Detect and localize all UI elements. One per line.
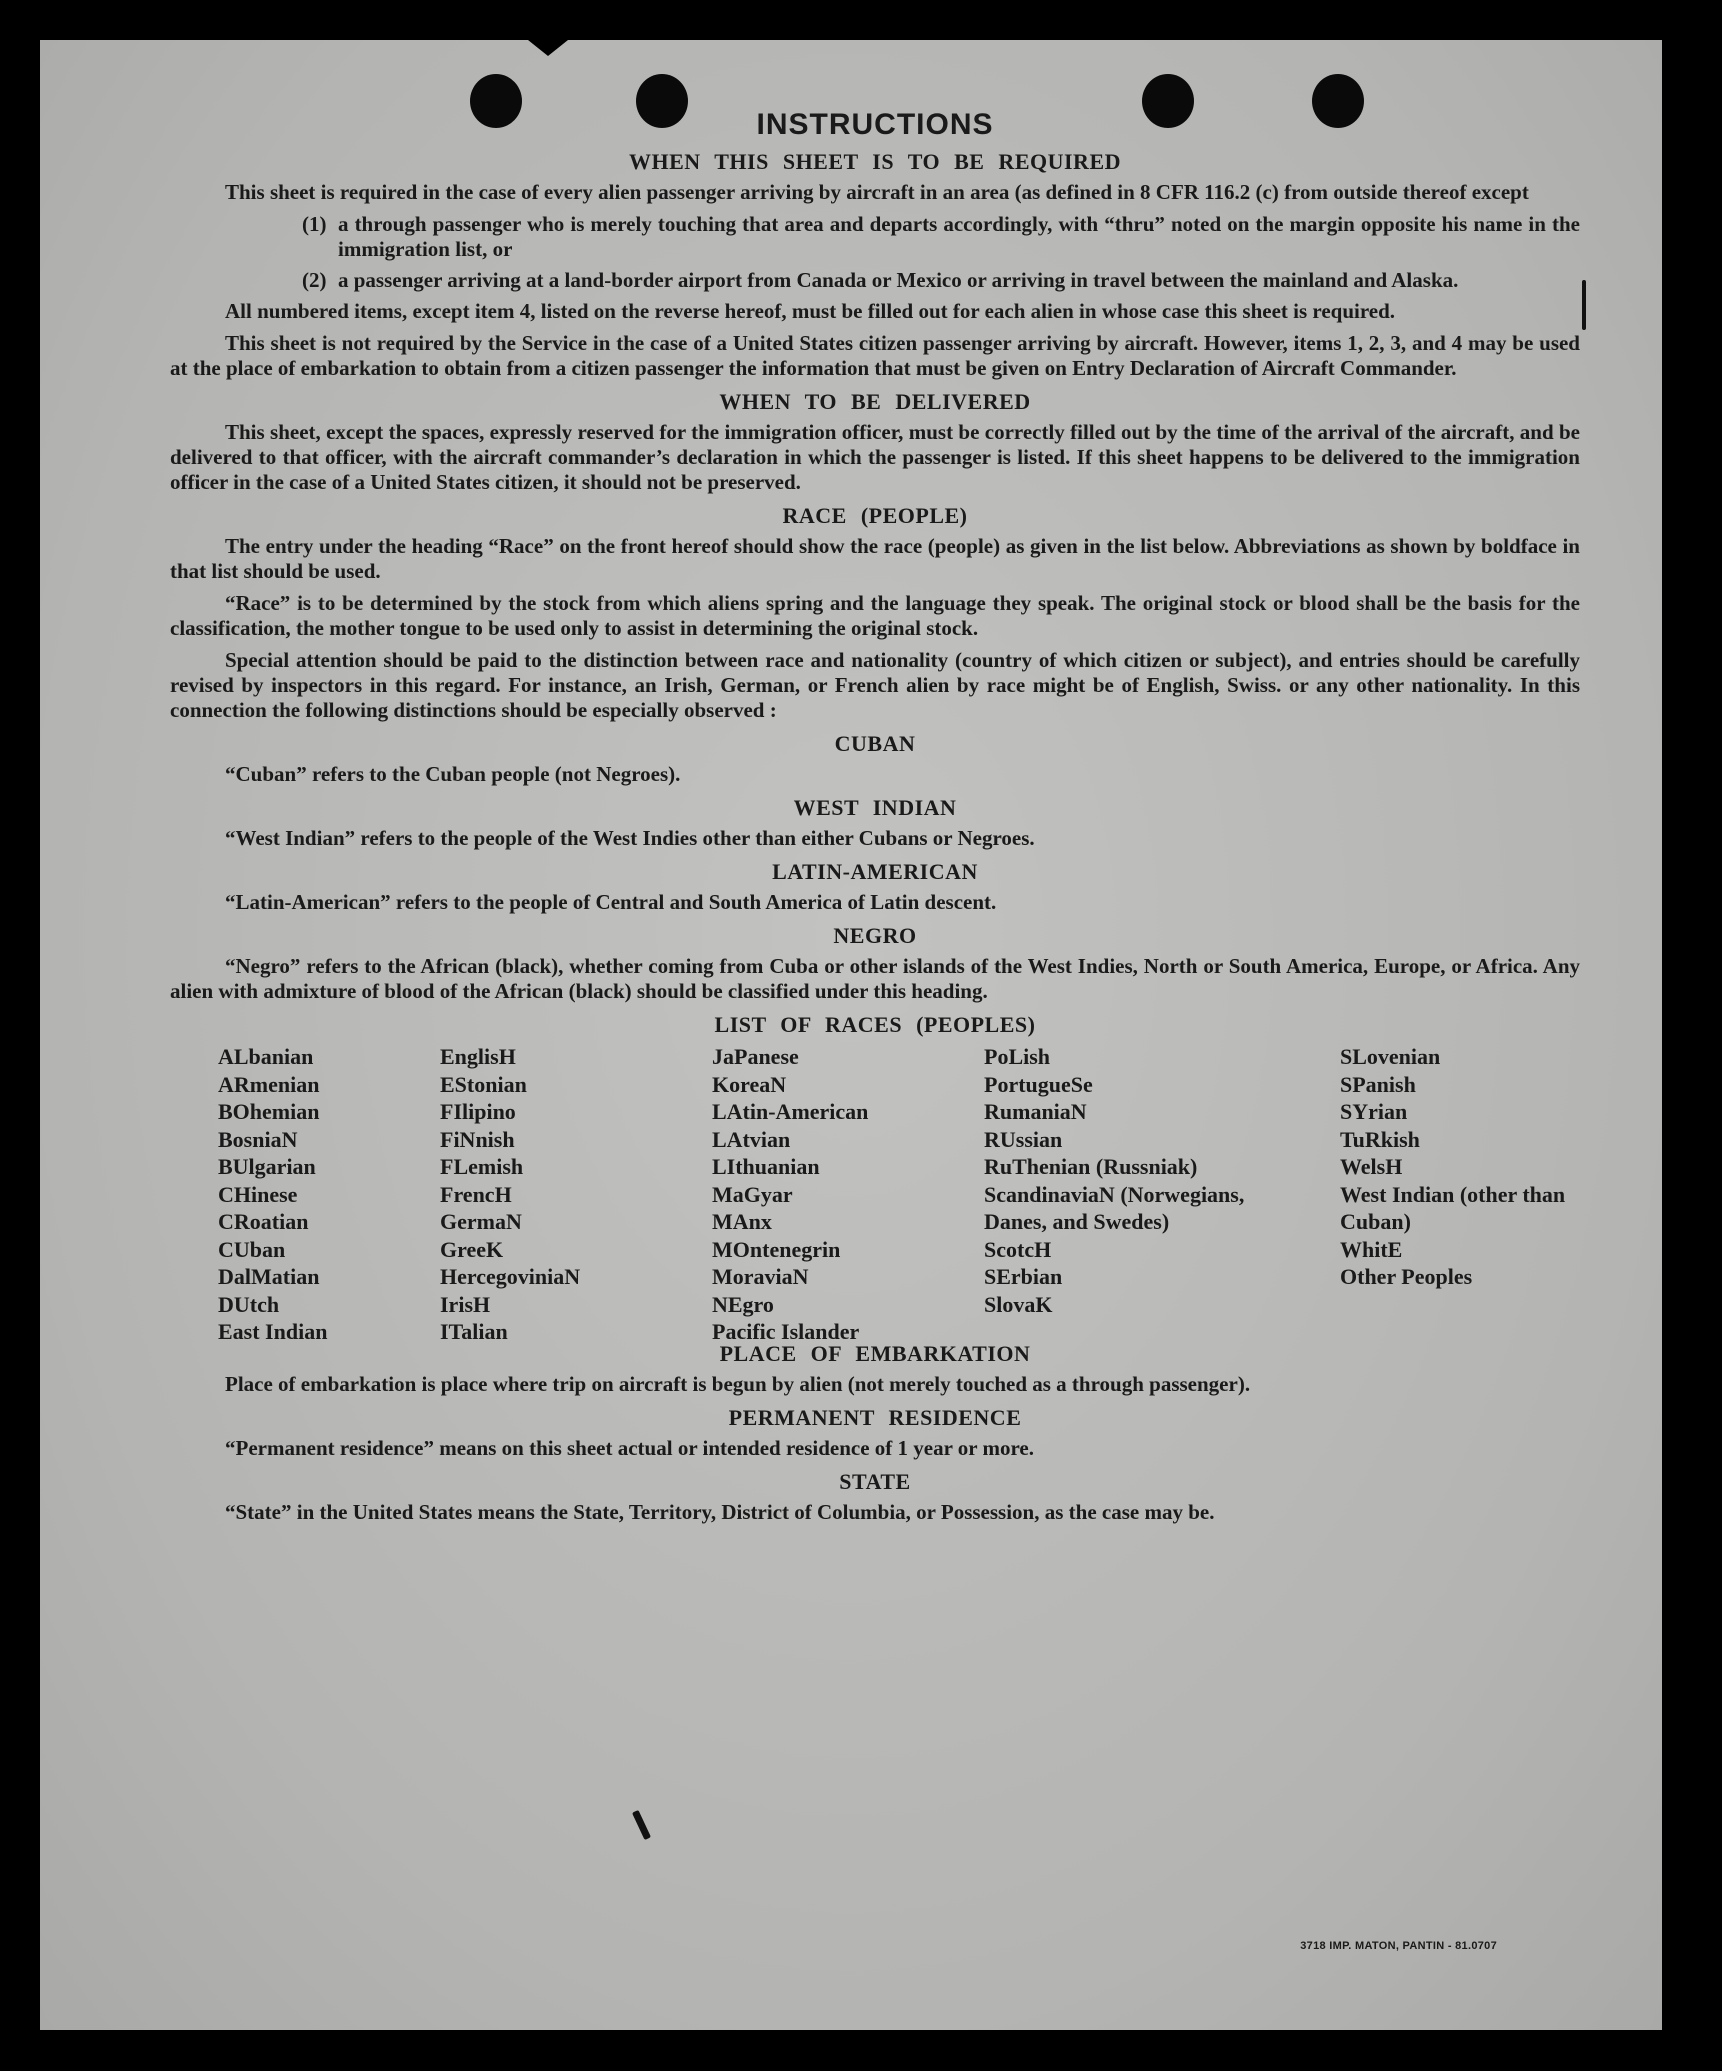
pen-mark: [1582, 280, 1586, 330]
race-entry: BOhemian: [218, 1099, 320, 1124]
race-entry: ITalian: [440, 1319, 508, 1344]
races-column-3: [712, 1043, 952, 1346]
race-entry: BUlgarian: [218, 1154, 316, 1179]
race-entry: MaGyar: [712, 1181, 793, 1207]
section-heading-state: STATE: [839, 1469, 911, 1494]
race-entry: SPanish: [1340, 1071, 1416, 1097]
race-entry: DalMatian: [218, 1264, 320, 1289]
paragraph: “Latin-American” refers to the people of Central and South America of Latin descent.: [225, 890, 997, 914]
race-entry: HercegoviniaN: [440, 1264, 581, 1289]
race-entry: CRoatian: [218, 1209, 309, 1234]
race-entry: JaPanese: [712, 1044, 799, 1069]
race-entry: FiNnish: [440, 1126, 515, 1152]
race-entry: BosniaN: [218, 1126, 298, 1152]
race-entry: CUban: [218, 1236, 286, 1262]
paragraph: “Race” is to be determined by the stock from which aliens spring and the language they speak. The original stock or blood shall be the basis for the classification, the mother tongue to be used only to assist in determining the original stock.: [170, 591, 1580, 640]
race-entry: ScotcH: [984, 1236, 1052, 1262]
race-entry: IrisH: [440, 1291, 491, 1317]
paragraph: “Negro” refers to the African (black), whether coming from Cuba or other islands of the West Indies, North or South America, Europe, or Africa. Any alien with admixture of blood of the African (black) should be classified under this heading.: [170, 954, 1580, 1003]
section-heading-west-indian: WEST INDIAN: [793, 795, 957, 820]
race-entry: RumaniaN: [984, 1099, 1087, 1124]
printer-imprint: 3718 IMP. MATON, PANTIN - 81.0707: [1300, 1940, 1497, 1952]
race-entry: TuRkish: [1340, 1126, 1420, 1152]
race-entry: ScandinaviaN (Norwegians, Danes, and Swedes): [984, 1181, 1245, 1234]
paragraph: Special attention should be paid to the distinction between race and nationality (country of which citizen or subject), and entries should be carefully revised by inspectors in this regard. For instance, an Irish, German, or French alien by race might be of English, Swiss. or any other nationality. In this connection the following distinctions should be especially observed :: [170, 648, 1580, 722]
race-entry: EnglisH: [440, 1044, 516, 1069]
race-entry: ARmenian: [218, 1071, 320, 1097]
item-text: a passenger arriving at a land-border airport from Canada or Mexico or arriving in travel between the mainland and Alaska.: [338, 268, 1459, 292]
race-entry: East Indian: [218, 1319, 328, 1344]
document-sheet: [40, 40, 1662, 2030]
race-entry: FrencH: [440, 1181, 512, 1207]
race-entry: LAtvian: [712, 1126, 791, 1152]
race-entry: EStonian: [440, 1071, 527, 1097]
section-heading-delivered: WHEN TO BE DELIVERED: [719, 389, 1031, 414]
section-heading-cuban: CUBAN: [834, 731, 916, 756]
race-entry: SYrian: [1340, 1099, 1408, 1124]
race-entry: ALbanian: [218, 1044, 314, 1069]
item-number: (2): [302, 268, 327, 292]
race-entry: DUtch: [218, 1291, 280, 1317]
paragraph: This sheet, except the spaces, expressly reserved for the immigration officer, must be correctly filled out by the time of the arrival of the aircraft, and be delivered to that officer, with the aircraft commander’s declaration in which the passenger is listed. If this sheet happens to be delivered to the immigration officer in the case of a United States citizen, it should not be preserved.: [170, 420, 1580, 494]
race-entry: MAnx: [712, 1209, 772, 1234]
races-list: [170, 1043, 1580, 1344]
race-entry: WelsH: [1340, 1154, 1403, 1179]
race-entry: SErbian: [984, 1264, 1063, 1289]
race-entry: MoraviaN: [712, 1264, 809, 1289]
item-number: (1): [302, 212, 327, 236]
pen-mark: [632, 1810, 651, 1840]
paragraph: The entry under the heading “Race” on the front hereof should show the race (people) as given in the list below. Abbreviations as shown by boldface in that list should be used.: [170, 534, 1580, 583]
race-entry: PortugueSe: [984, 1071, 1093, 1097]
race-entry: SLovenian: [1340, 1044, 1441, 1069]
race-entry: FIlipino: [440, 1099, 516, 1124]
race-entry: FLemish: [440, 1154, 524, 1179]
race-entry: West Indian (other than Cuban): [1340, 1181, 1566, 1234]
page-title: INSTRUCTIONS: [756, 108, 994, 141]
section-heading-list-of-races: LIST OF RACES (PEOPLES): [714, 1012, 1036, 1037]
section-heading-embarkation: PLACE OF EMBARKATION: [719, 1341, 1031, 1366]
race-entry: MOntenegrin: [712, 1236, 841, 1262]
paragraph: “West Indian” refers to the people of the West Indies other than either Cubans or Negroes.: [225, 826, 1035, 850]
paragraph: Place of embarkation is place where trip on aircraft is begun by alien (not merely touched as a through passenger).: [225, 1372, 1251, 1396]
race-entry: Pacific Islander: [712, 1319, 860, 1344]
section-heading-required: WHEN THIS SHEET IS TO BE REQUIRED: [628, 149, 1122, 174]
race-entry: Other Peoples: [1340, 1264, 1473, 1289]
section-heading-residence: PERMANENT RESIDENCE: [728, 1405, 1022, 1430]
races-column-5: [1340, 1043, 1600, 1291]
races-column-4: [984, 1043, 1274, 1318]
item-text: a through passenger who is merely touching that area and departs accordingly, with “thru” noted on the margin opposite his name in the immigration list, or: [338, 212, 1580, 261]
paragraph: “State” in the United States means the State, Territory, District of Columbia, or Possession, as the case may be.: [225, 1500, 1215, 1524]
race-entry: KoreaN: [712, 1071, 787, 1097]
race-entry: RuThenian (Russniak): [984, 1154, 1198, 1179]
races-column-2: [440, 1043, 660, 1346]
race-entry: RUssian: [984, 1126, 1063, 1152]
paragraph: “Cuban” refers to the Cuban people (not Negroes).: [225, 762, 681, 786]
race-entry: GermaN: [440, 1209, 522, 1234]
race-entry: GreeK: [440, 1236, 504, 1262]
section-heading-negro: NEGRO: [833, 923, 917, 948]
race-entry: CHinese: [218, 1181, 298, 1207]
race-entry: LIthuanian: [712, 1154, 820, 1179]
paragraph: “Permanent residence” means on this sheet actual or intended residence of 1 year or more.: [225, 1436, 1034, 1460]
race-entry: LAtin-American: [712, 1099, 869, 1124]
numbered-item: [302, 268, 1580, 293]
paragraph: This sheet is not required by the Service in the case of a United States citizen passenger arriving by aircraft. However, items 1, 2, 3, and 4 may be used at the place of embarkation to obtain from a citizen passenger the information that must be given on Entry Declaration of Aircraft Commander.: [170, 331, 1580, 380]
race-entry: PoLish: [984, 1044, 1051, 1069]
section-heading-race: RACE (PEOPLE): [782, 503, 968, 528]
race-entry: NEgro: [712, 1291, 774, 1317]
paragraph: All numbered items, except item 4, listed on the reverse hereof, must be filled out for each alien in whose case this sheet is required.: [225, 299, 1396, 323]
instructions-body: [170, 102, 1580, 1532]
section-heading-latin-american: LATIN-AMERICAN: [772, 859, 978, 884]
paragraph: This sheet is required in the case of every alien passenger arriving by aircraft in an area (as defined in 8 CFR 116.2 (c) from outside thereof except: [225, 180, 1529, 204]
race-entry: SlovaK: [984, 1291, 1053, 1317]
paper-notch: [528, 40, 568, 56]
race-entry: WhitE: [1340, 1236, 1403, 1262]
numbered-item: [302, 212, 1580, 262]
races-column-1: [218, 1043, 418, 1346]
